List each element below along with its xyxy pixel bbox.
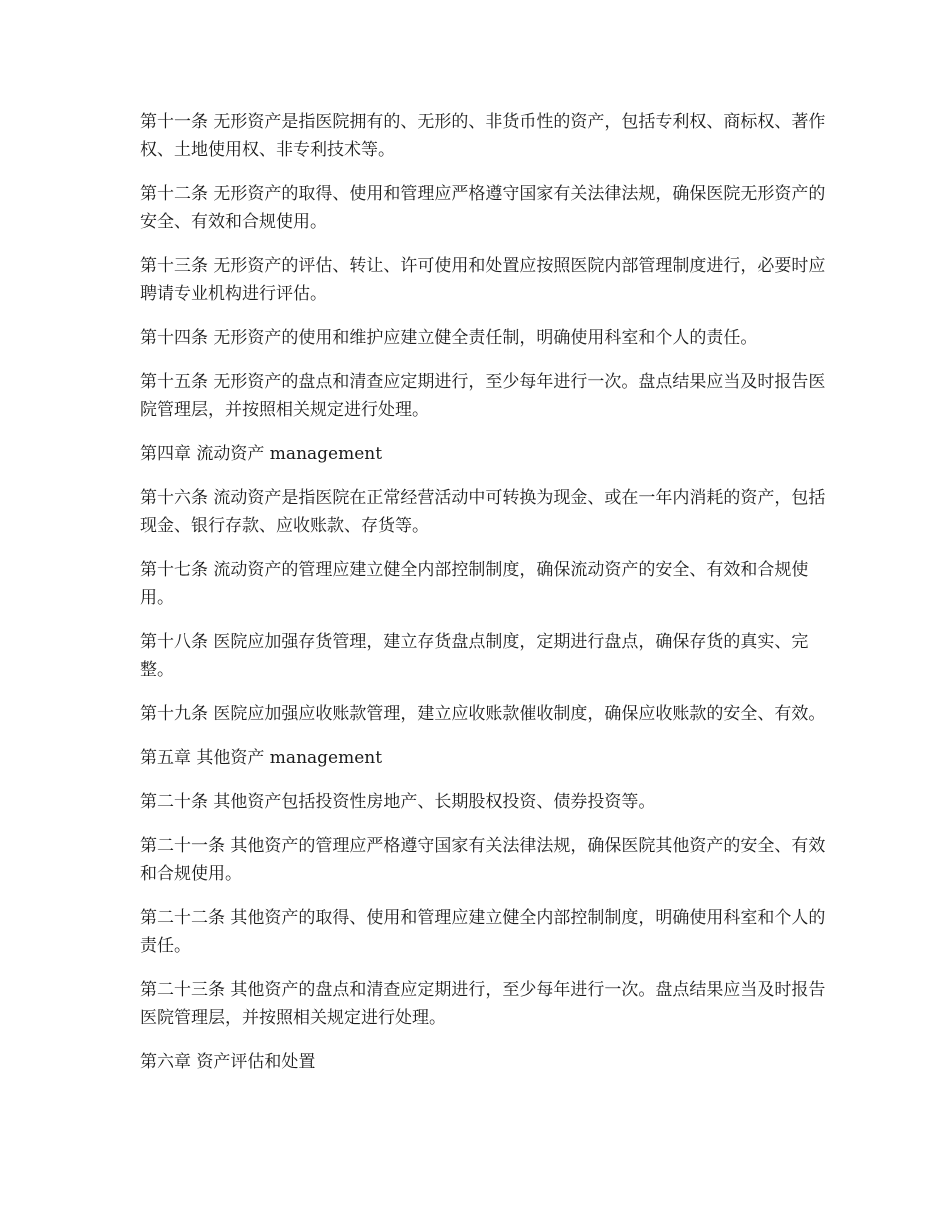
article-12: 第十二条 无形资产的取得、使用和管理应严格遵守国家有关法律法规，确保医院无形资产的安全、有效和合规使用。 (140, 184, 826, 232)
article-19: 第十九条 医院应加强应收账款管理，建立应收账款催收制度，确保应收账款的安全、有效。 (140, 704, 826, 724)
article-23: 第二十三条 其他资产的盘点和清查应定期进行，至少每年进行一次。盘点结果应当及时报告医院管理层，并按照相关规定进行处理。 (140, 980, 826, 1028)
article-13: 第十三条 无形资产的评估、转让、许可使用和处置应按照医院内部管理制度进行，必要时应聘请专业机构进行评估。 (140, 256, 826, 304)
article-14: 第十四条 无形资产的使用和维护应建立健全责任制，明确使用科室和个人的责任。 (140, 328, 758, 348)
article-21: 第二十一条 其他资产的管理应严格遵守国家有关法律法规，确保医院其他资产的安全、有效和合规使用。 (140, 836, 826, 884)
chapter-4-heading: 第四章 流动资产 management (140, 444, 383, 464)
article-17: 第十七条 流动资产的管理应建立健全内部控制制度，确保流动资产的安全、有效和合规使用。 (140, 560, 809, 608)
chapter-5-heading: 第五章 其他资产 management (140, 748, 383, 768)
article-18: 第十八条 医院应加强存货管理，建立存货盘点制度，定期进行盘点，确保存货的真实、完整。 (140, 632, 809, 680)
article-20: 第二十条 其他资产包括投资性房地产、长期股权投资、债券投资等。 (140, 792, 656, 812)
chapter-6-heading: 第六章 资产评估和处置 (140, 1052, 316, 1072)
article-11: 第十一条 无形资产是指医院拥有的、无形的、非货币性的资产，包括专利权、商标权、著作权、土地使用权、非专利技术等。 (140, 112, 826, 160)
document-body (140, 108, 828, 1092)
article-22: 第二十二条 其他资产的取得、使用和管理应建立健全内部控制制度，明确使用科室和个人的责任。 (140, 908, 826, 956)
article-16: 第十六条 流动资产是指医院在正常经营活动中可转换为现金、或在一年内消耗的资产，包括现金、银行存款、应收账款、存货等。 (140, 488, 826, 536)
article-15: 第十五条 无形资产的盘点和清查应定期进行，至少每年进行一次。盘点结果应当及时报告医院管理层，并按照相关规定进行处理。 (140, 372, 826, 420)
